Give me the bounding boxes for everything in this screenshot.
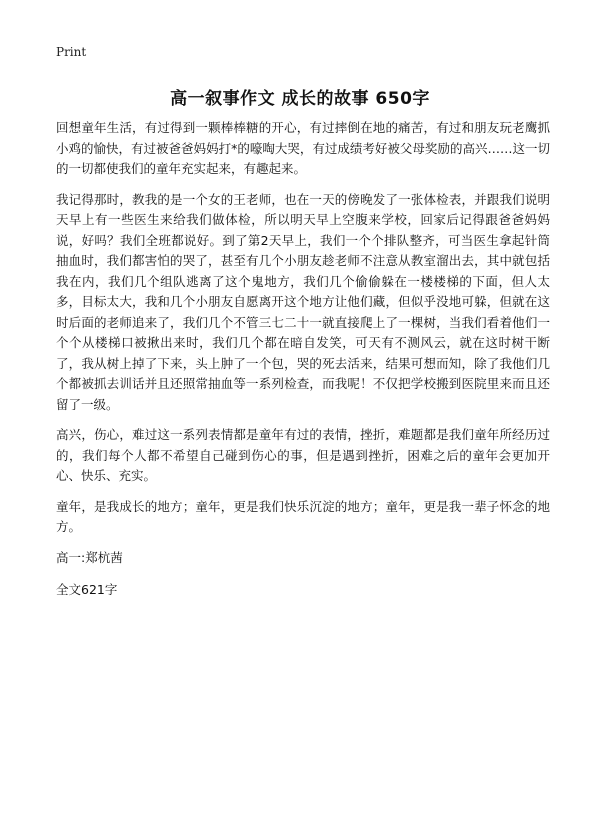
paragraph-reflection: 高兴，伤心，难过这一系列表情都是童年有过的表情，挫折，难题都是我们童年所经历过的，我们每个人都不希望自己碰到伤心的事，但是遇到挫折，困难之后的童年会更加开心、快乐、充实。 xyxy=(56,427,550,483)
word-count: 全文621字 xyxy=(56,582,118,597)
article-title: 高一叙事作文 成长的故事 650字 xyxy=(170,89,430,109)
print-link[interactable]: Print xyxy=(56,45,87,59)
paragraph-story: 我记得那时，教我的是一个女的王老师，也在一天的傍晚发了一张体检表，并跟我们说明天早上有一些医生来给我们做体检，所以明天早上空腹来学校，回家后记得跟爸爸妈妈说，好吗？我们全班都说好。到了第2天早上，我们一个个排队整齐，可当医生拿起针筒抽血时，我们都害怕的哭了，甚至有几个小朋友趁老师不注意从教室溜出去，其中就包括我在内，我们几个组队逃离了这个鬼地方，我们几个偷偷躲在一楼楼梯的下面，但人太多，目标太大，我和几个小朋友自愿离开这个地方让他们藏，但似乎没地可躲，但就在这时后面的老师追来了，我们几个不管三七二十一就直接爬上了一棵树，当我们看着他们一个个从楼梯口被揪出来时，我们几个都在暗自发笑，可天有不测风云，就在这时树干断了，我从树上掉了下来，头上肿了一个包，哭的死去活来，结果可想而知，除了我他们几个都被抓去训话并且还照常抽血等一系列检查，而我呢！不仅把学校搬到医院里来而且还留了一级。 xyxy=(56,191,550,412)
article-body xyxy=(56,118,550,613)
paragraph-intro: 回想童年生活，有过得到一颗棒棒糖的开心，有过摔倒在地的痛苦，有过和朋友玩老鹰抓小鸡的愉快，有过被爸爸妈妈打*的嚎啕大哭，有过成绩考好被父母奖励的高兴……这一切的一切都使我们的童年充实起来，有趣起来。 xyxy=(56,120,550,176)
paragraph-conclusion: 童年，是我成长的地方；童年，更是我们快乐沉淀的地方；童年，更是我一辈子怀念的地方。 xyxy=(56,498,550,534)
author-line: 高一:郑杭茜 xyxy=(56,549,123,565)
